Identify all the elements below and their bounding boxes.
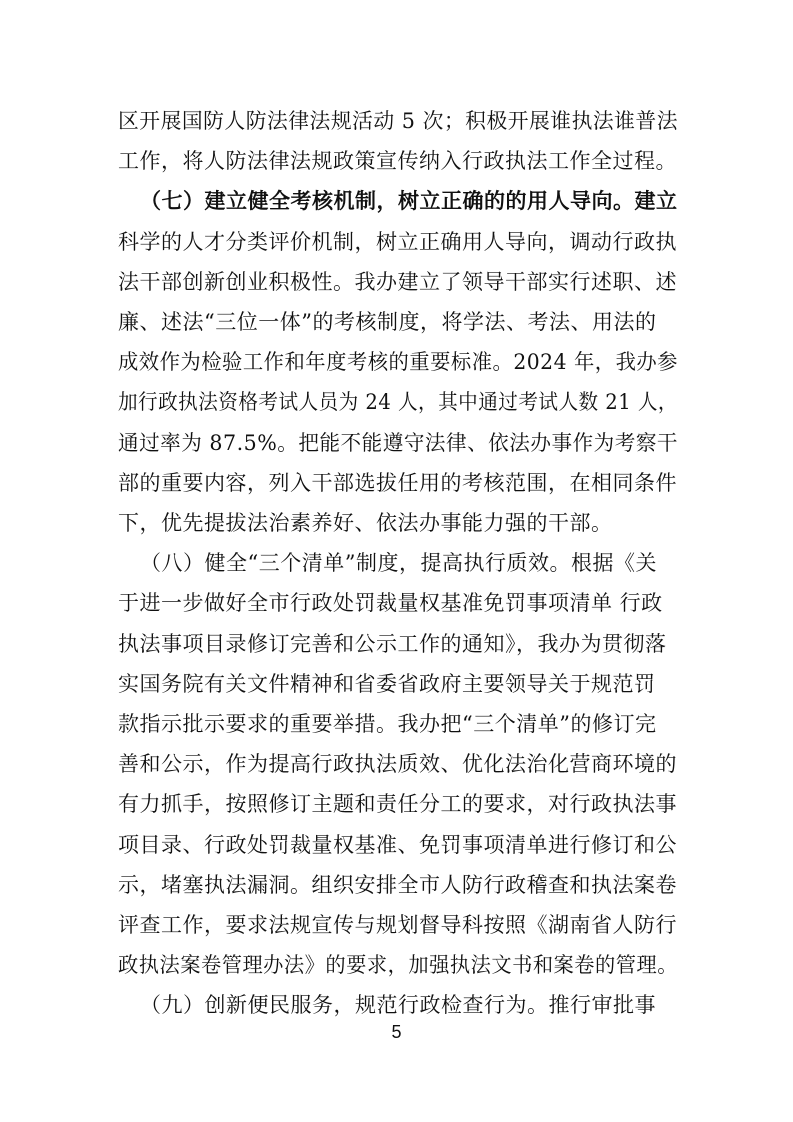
text-line: 下，优先提拔法治素养好、依法办事能力强的干部。 xyxy=(118,511,613,535)
text-line: （七）建立健全考核机制，树立正确的的用人导向。建立 xyxy=(140,188,678,214)
text-line: 法干部创新创业积极性。我办建立了领导干部实行述职、述 xyxy=(118,269,677,294)
text-line: 有力抓手，按照修订主题和责任分工的要求，对行政执法事 xyxy=(118,792,677,817)
text-line: 科学的人才分类评价机制，树立正确用人导向，调动行政执 xyxy=(118,229,677,254)
text-line: 部的重要内容，列入干部选拔任用的考核范围，在相同条件 xyxy=(118,470,677,495)
text-line: 实国务院有关文件精神和省委省政府主要领导关于规范罚 xyxy=(118,671,656,696)
text-line: 于进一步做好全市行政处罚裁量权基准免罚事项清单 行政 xyxy=(118,591,663,616)
text-line: 成效作为检验工作和年度考核的重要标准。2024 年，我办参 xyxy=(118,350,678,375)
text-line: 示，堵塞执法漏洞。组织安排全市人防行政稽查和执法案卷 xyxy=(118,872,677,897)
text-line: 加行政执法资格考试人员为 24 人，其中通过考试人数 21 人， xyxy=(118,390,678,415)
text-line: 通过率为 87.5%。把能不能遵守法律、依法办事作为考察干 xyxy=(118,430,678,455)
text-line: （八）健全“三个清单”制度，提高执行质效。根据《关 xyxy=(140,551,657,576)
text-line: 款指示批示要求的重要举措。我办把“三个清单”的修订完 xyxy=(118,712,657,736)
text-line: 政执法案卷管理办法》的要求，加强执法文书和案卷的管理。 xyxy=(118,953,678,978)
page-number: 5 xyxy=(391,1022,402,1042)
text-line: 廉、述法“三位一体”的考核制度，将学法、考法、用法的 xyxy=(118,310,657,334)
text-line: 善和公示，作为提高行政执法质效、优化法治化营商环境的 xyxy=(118,752,677,777)
text-line: （九）创新便民服务，规范行政检查行为。推行审批事 xyxy=(140,993,656,1018)
text-line: 项目录、行政处罚裁量权基准、免罚事项清单进行修订和公 xyxy=(118,832,677,857)
text-line: 评查工作，要求法规宣传与规划督导科按照《湖南省人防行 xyxy=(118,913,677,937)
text-line: 工作，将人防法律法规政策宣传纳入行政执法工作全过程。 xyxy=(118,149,677,174)
text-line: 区开展国防人防法律法规活动 5 次；积极开展谁执法谁普法 xyxy=(118,109,678,133)
text-line: 执法事项目录修订完善和公示工作的通知》，我办为贯彻落 xyxy=(118,631,667,656)
